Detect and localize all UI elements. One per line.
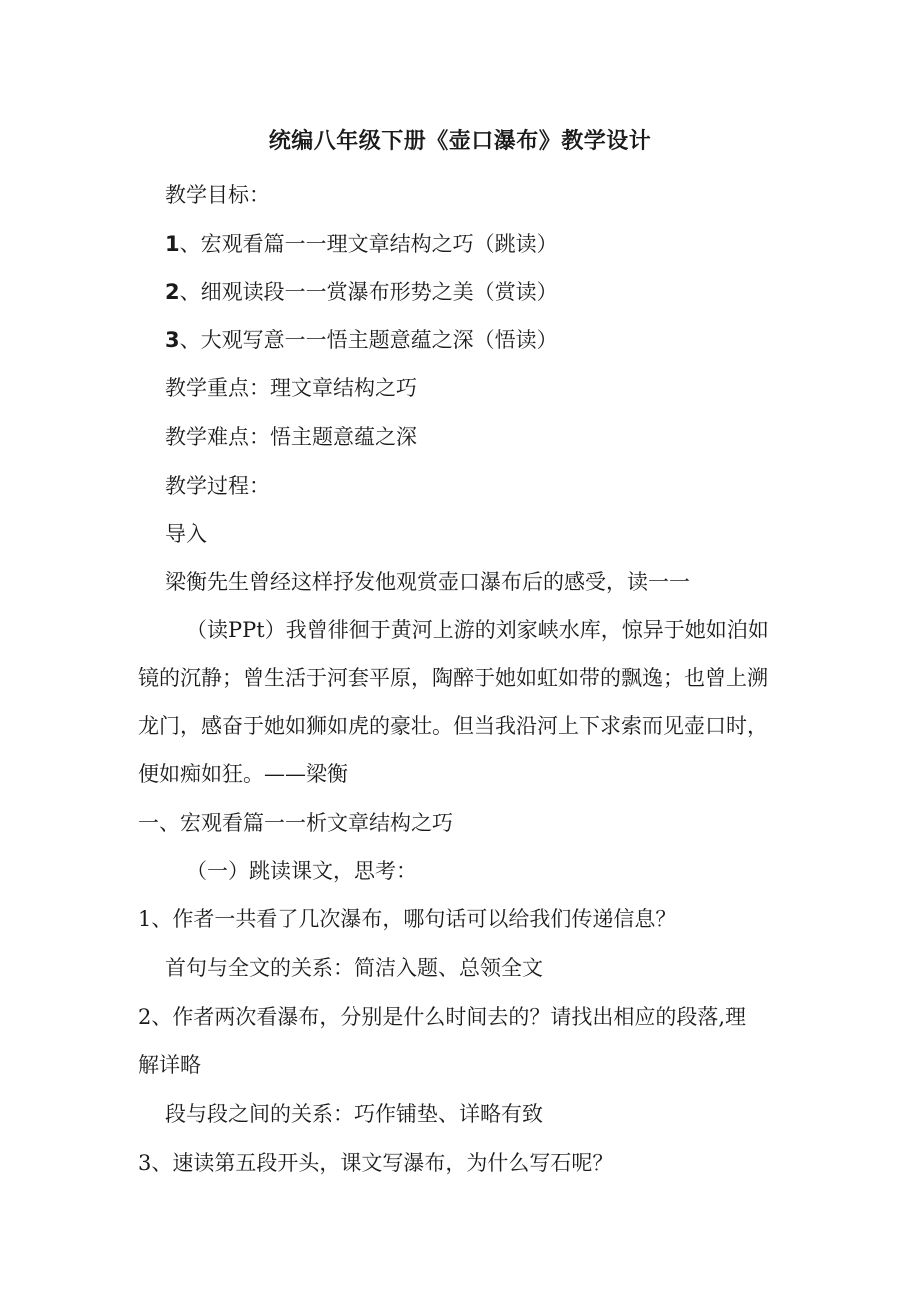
question-3: 3、速读第五段开头，课文写瀑布，为什么写石呢？ [138, 1151, 614, 1175]
key-point: 教学重点：理文章结构之巧 [165, 376, 417, 400]
objective-item-3 [165, 326, 558, 354]
section-one-heading: 一、宏观看篇一一析文章结构之巧 [138, 811, 453, 835]
objective-number-3: 3 [165, 328, 180, 352]
objective-text-2: 、细观读段一一赏瀑布形势之美（赏读） [179, 280, 558, 304]
quote-line-1: （读PPt）我曾徘徊于黄河上游的刘家峡水库，惊异于她如泊如 [186, 618, 769, 642]
objective-text-1: 、宏观看篇一一理文章结构之巧（跳读） [179, 232, 558, 256]
question-2-line-2: 解详略 [138, 1053, 201, 1077]
objective-item-1 [165, 230, 558, 258]
intro-heading: 导入 [165, 522, 207, 546]
objective-text-3: 、大观写意一一悟主题意蕴之深（悟读） [179, 328, 558, 352]
quote-line-2: 镜的沉静；曾生活于河套平原，陶醉于她如虹如带的飘逸；也曾上溯 [138, 666, 768, 690]
document-title: 统编八年级下册《壶口瀑布》教学设计 [268, 129, 652, 154]
section-one-subheading: （一）跳读课文，思考： [186, 859, 417, 883]
quote-line-3: 龙门，感奋于她如狮如虎的豪壮。但当我沿河上下求索而见壶口时， [138, 714, 768, 738]
intro-text: 梁衡先生曾经这样抒发他观赏壶口瀑布后的感受，读一一 [165, 570, 690, 594]
question-1: 1、作者一共看了几次瀑布，哪句话可以给我们传递信息？ [138, 907, 677, 931]
objectives-heading: 教学目标： [165, 183, 270, 207]
objective-number-2: 2 [165, 280, 180, 304]
difficult-point: 教学难点：悟主题意蕴之深 [165, 425, 417, 449]
process-heading: 教学过程： [165, 474, 270, 498]
answer-1: 首句与全文的关系：简洁入题、总领全文 [165, 956, 543, 980]
question-2-line-1: 2、作者两次看瀑布，分别是什么时间去的？请找出相应的段落,理 [138, 1005, 747, 1029]
objective-item-2 [165, 278, 558, 306]
quote-line-4: 便如痴如狂。——梁衡 [138, 762, 348, 786]
objective-number-1: 1 [165, 232, 180, 256]
answer-2: 段与段之间的关系：巧作铺垫、详略有致 [165, 1102, 543, 1126]
